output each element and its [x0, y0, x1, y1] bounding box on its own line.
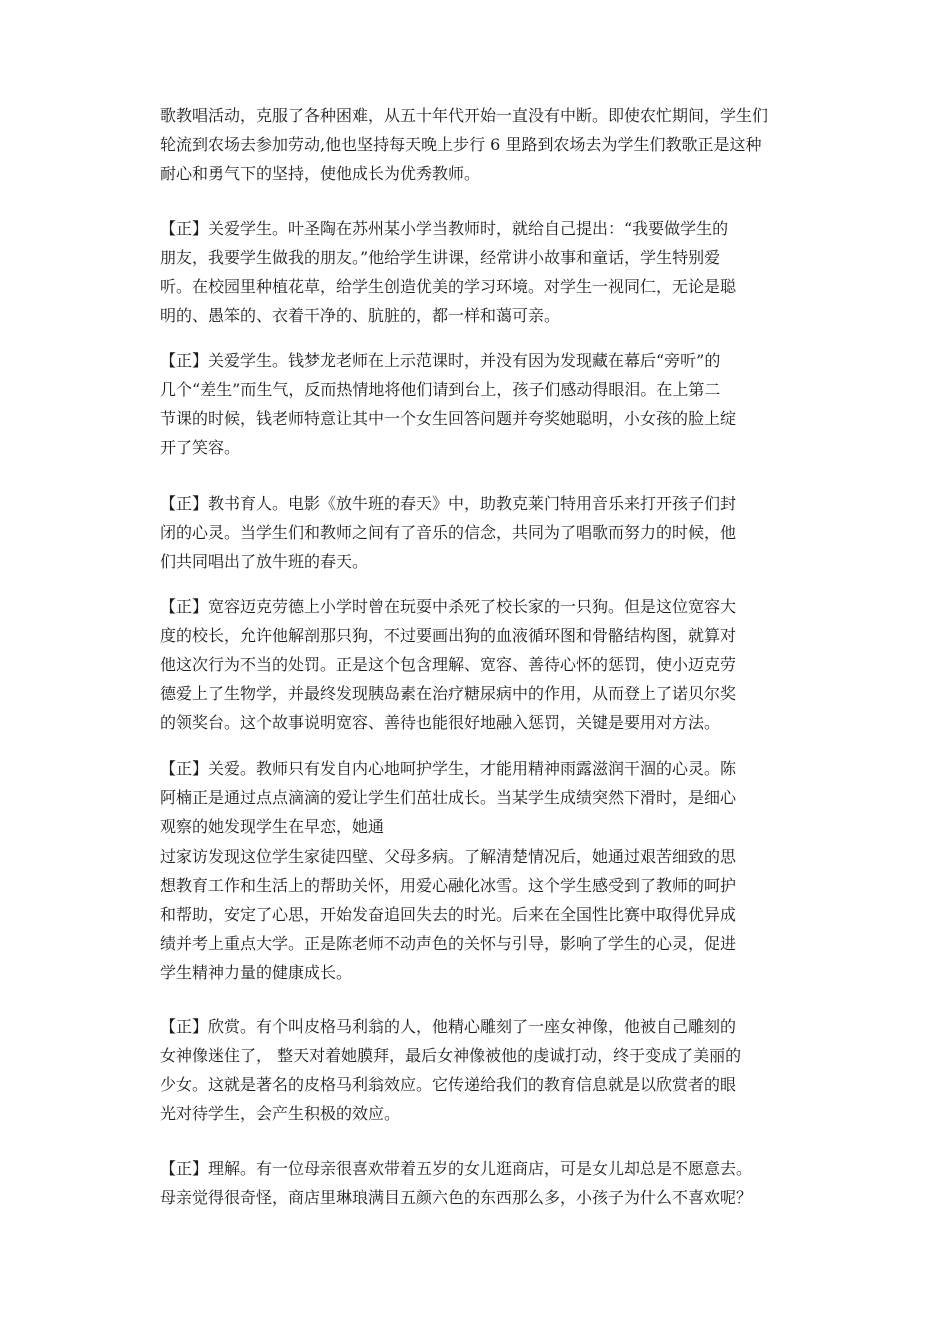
text-line: 德爱上了生物学，并最终发现胰岛素在治疗糖尿病中的作用，从而登上了诺贝尔奖 [160, 684, 737, 703]
text-line: 观察的她发现学生在早恋，她通 [160, 817, 385, 836]
text-line: 【正】关爱。教师只有发自内心地呵护学生，才能用精神雨露滋润干涸的心灵。陈 [160, 759, 737, 778]
text-line: 【正】宽容迈克劳德上小学时曾在玩耍中杀死了校长家的一只狗。但是这位宽容大 [160, 597, 737, 616]
text-line: 闭的心灵。当学生们和教师之间有了音乐的信念，共同为了唱歌而努力的时候，他 [160, 523, 737, 542]
paragraph-pygmalion [160, 1012, 741, 1128]
text-line: 母亲觉得很奇怪，商店里琳琅满目五颜六色的东西那么多，小孩子为什么不喜欢呢？ [160, 1188, 753, 1207]
text-line: 他这次行为不当的处罚。正是这个包含理解、宽容、善待心怀的惩罚，使小迈克劳 [160, 655, 737, 674]
text-line: 歌教唱活动，克服了各种困难，从五十年代开始一直没有中断。即使农忙期间，学生们 [160, 106, 769, 125]
text-line: 耐心和勇气下的坚持，使他成长为优秀教师。 [160, 164, 481, 183]
text-line: 朋友，我要学生做我的朋友。”他给学生讲课，经常讲小故事和童话，学生特别爱 [160, 248, 721, 267]
text-line: 少女。这就是著名的皮格马利翁效应。它传递给我们的教育信息就是以欣赏者的眼 [160, 1075, 737, 1094]
text-line: 度的校长，允许他解剖那只狗，不过要画出狗的血液循环图和骨骼结构图，就算对 [160, 626, 737, 645]
text-line: 学生精神力量的健康成长。 [160, 963, 353, 982]
text-line: 【正】欣赏。有个叫皮格马利翁的人，他精心雕刻了一座女神像，他被自己雕刻的 [160, 1017, 737, 1036]
text-line: 节课的时候，钱老师特意让其中一个女生回答问题并夸奖她聪明，小女孩的脸上绽 [160, 409, 737, 428]
text-line: 过家访发现这位学生家徒四壁、父母多病。了解清楚情况后，她通过艰苦细致的思 [160, 847, 737, 866]
text-line: 开了笑容。 [160, 438, 241, 457]
text-line: 想教育工作和生活上的帮助关怀，用爱心融化冰雪。这个学生感受到了教师的呵护 [160, 876, 737, 895]
text-line: 【正】理解。有一位母亲很喜欢带着五岁的女儿逛商店，可是女儿却总是不愿意去。 [160, 1159, 753, 1178]
paragraph-qian-menglong [160, 346, 736, 462]
paragraph-teaching-singing [160, 101, 768, 188]
text-line: 【正】关爱学生。钱梦龙老师在上示范课时，并没有因为发现藏在幕后“旁听”的 [160, 351, 721, 370]
text-line: 【正】教书育人。电影《放牛班的春天》中，助教克莱门特用音乐来打开孩子们封 [160, 494, 737, 513]
text-line: 听。在校园里种植花草，给学生创造优美的学习环境。对学生一视同仁，无论是聪 [160, 277, 737, 296]
text-line: 绩并考上重点大学。正是陈老师不动声色的关怀与引导，影响了学生的心灵，促进 [160, 934, 737, 953]
paragraph-macleod [160, 592, 736, 737]
text-line: 的领奖台。这个故事说明宽容、善待也能很好地融入惩罚，关键是要用对方法。 [160, 713, 721, 732]
text-line: 轮流到农场去参加劳动,他也坚持每天晚上步行 6 里路到农场去为学生们教歌正是这种 [160, 135, 762, 154]
text-line: 女神像迷住了， 整天对着她膜拜，最后女神像被他的虔诚打动，终于变成了美丽的 [160, 1046, 742, 1065]
text-line: 和帮助，安定了心思，开始发奋追回失去的时光。后来在全国性比赛中取得优异成 [160, 905, 737, 924]
paragraph-chen-anan-continued [160, 842, 736, 987]
text-line: 阿楠正是通过点点滴滴的爱让学生们茁壮成长。当某学生成绩突然下滑时，是细心 [160, 788, 737, 807]
text-line: 们共同唱出了放牛班的春天。 [160, 552, 369, 571]
paragraph-chorus-film [160, 489, 736, 576]
paragraph-chen-anan [160, 754, 736, 841]
paragraph-ye-shengtao [160, 214, 736, 330]
text-line: 【正】关爱学生。叶圣陶在苏州某小学当教师时，就给自己提出：“我要做学生的 [160, 219, 729, 238]
text-line: 光对待学生，会产生积极的效应。 [160, 1104, 401, 1123]
text-line: 几个“差生”而生气，反而热情地将他们请到台上，孩子们感动得眼泪。在上第二 [160, 380, 721, 399]
paragraph-understanding [160, 1154, 752, 1212]
text-line: 明的、愚笨的、衣着干净的、肮脏的，都一样和蔼可亲。 [160, 306, 561, 325]
